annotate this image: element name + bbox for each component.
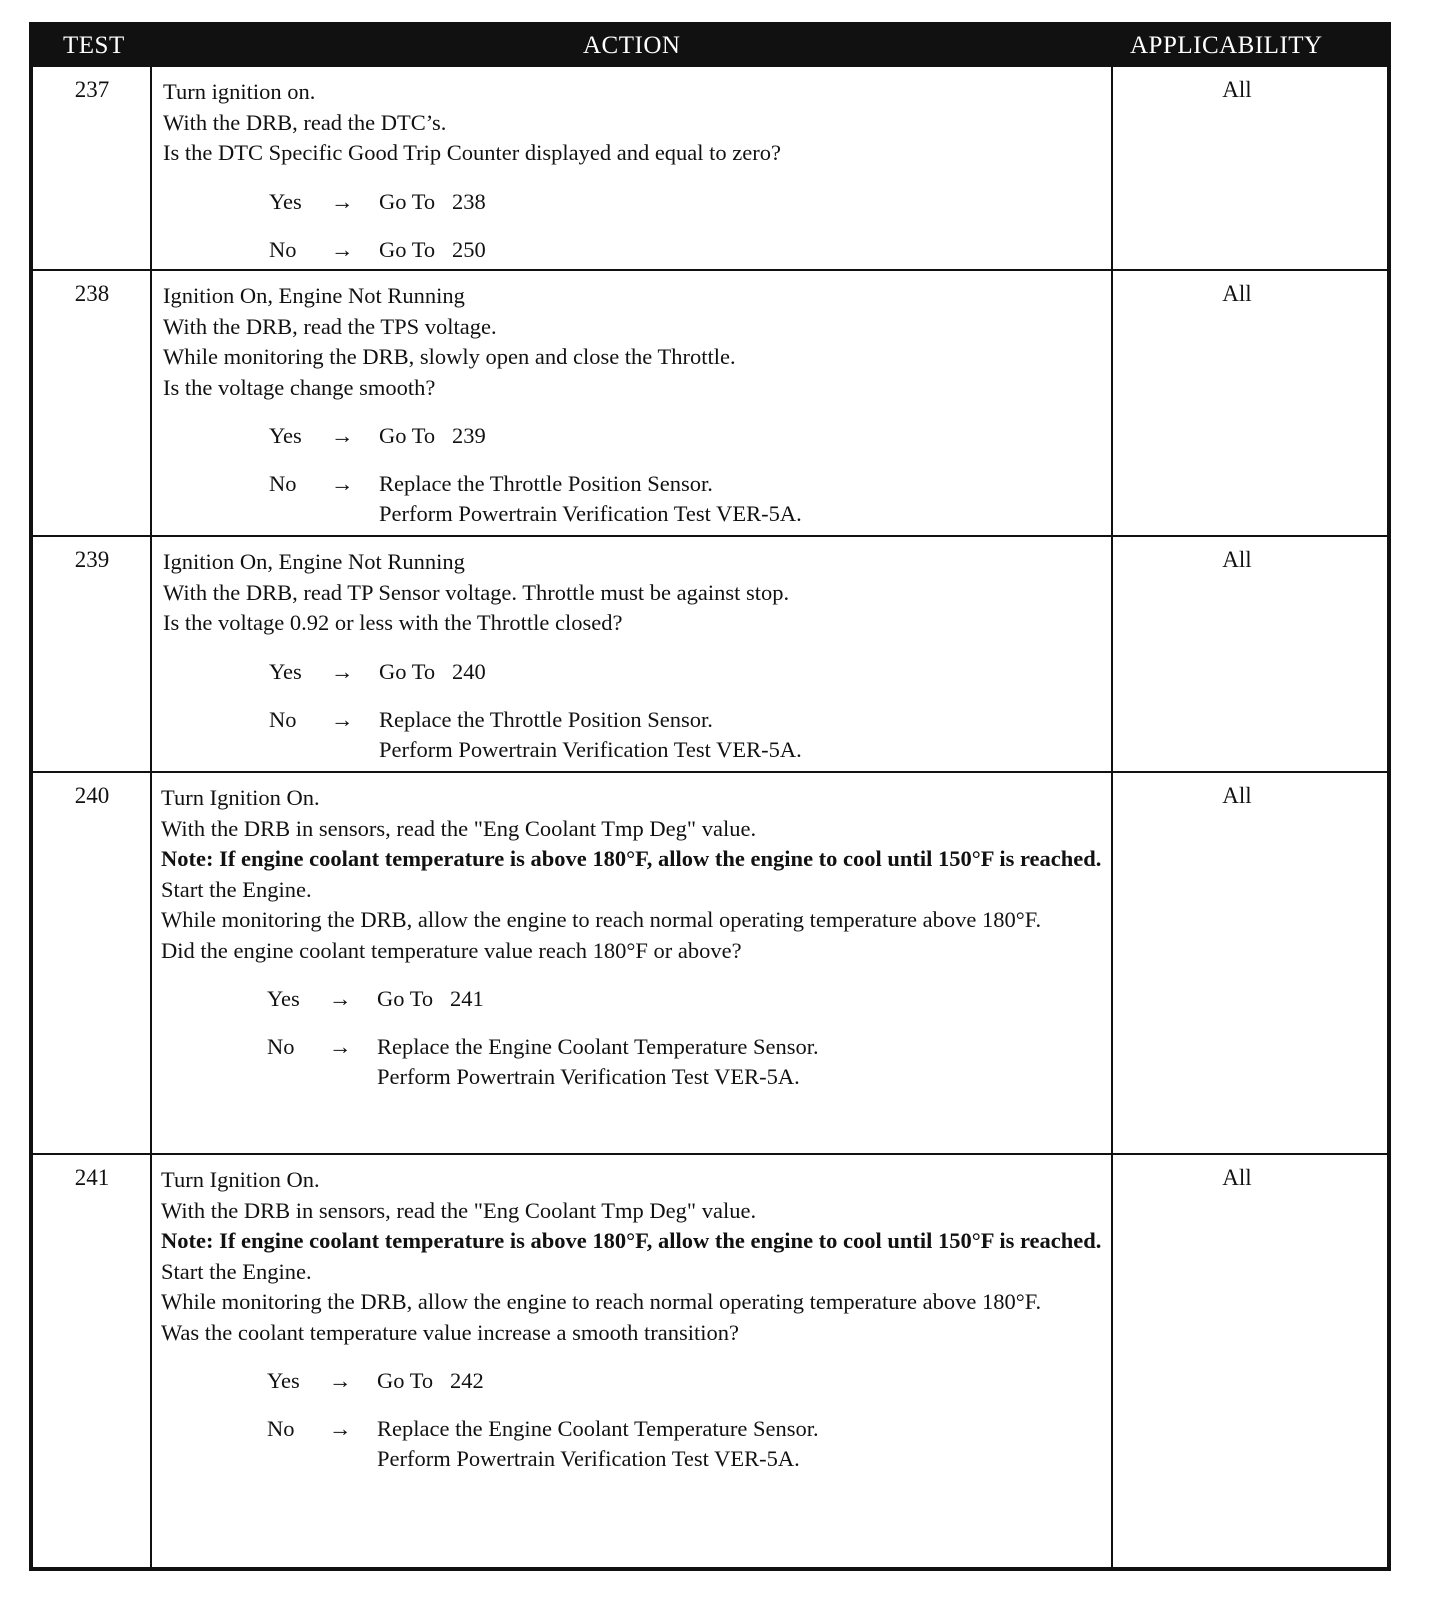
no-option: No → Replace the Throttle Position Sensor. Perform Powertrain Verification Test VER-5A.	[269, 706, 802, 762]
yes-option: Yes → Go To 241	[161, 984, 1133, 1014]
arrow-icon: →	[329, 1368, 352, 1393]
test-number: 241	[74, 1165, 110, 1190]
header-applicability: APPLICABILITY	[1130, 32, 1323, 59]
action-line: With the DRB, read the DTC’s.	[163, 109, 447, 135]
action-line: Is the DTC Specific Good Trip Counter displayed and equal to zero?	[163, 140, 782, 165]
action-line: Ignition On, Engine Not Running	[163, 549, 465, 574]
applicability-value: All	[1222, 783, 1252, 808]
action-line: With the DRB in sensors, read the "Eng Coolant Tmp Deg" value.	[161, 815, 757, 841]
test-number: 237	[74, 77, 110, 102]
yes-option: Yes → Go To 242	[161, 1366, 1133, 1396]
no-option: No → Replace the Throttle Position Sensor. Perform Powertrain Verification Test VER-5A.	[269, 471, 802, 526]
arrow-icon: →	[329, 986, 352, 1011]
arrow-icon: →	[331, 236, 354, 262]
action-line: Turn Ignition On.	[161, 1167, 320, 1192]
action-cell	[161, 1165, 1133, 1474]
applicability-value: All	[1222, 281, 1252, 306]
arrow-icon: →	[331, 471, 354, 496]
action-line: With the DRB, read the TPS voltage.	[163, 313, 497, 339]
header-action: ACTION	[583, 32, 681, 59]
test-number: 239	[74, 547, 110, 572]
arrow-icon: →	[331, 658, 354, 684]
action-cell	[161, 783, 1133, 1092]
action-line: Is the voltage 0.92 or less with the Throttle closed?	[163, 610, 623, 635]
action-line: With the DRB in sensors, read the "Eng Coolant Tmp Deg" value.	[161, 1197, 757, 1223]
action-line: With the DRB, read TP Sensor voltage. Throttle must be against stop.	[163, 579, 790, 605]
yes-option: Yes → Go To 238	[163, 187, 1135, 217]
action-line: While monitoring the DRB, allow the engine to reach normal operating temperature above 180°F.	[161, 1289, 1042, 1314]
no-option: No → Replace the Engine Coolant Temperature Sensor. Perform Powertrain Verification Test VER-5A.	[267, 1416, 819, 1471]
action-cell	[163, 77, 1135, 265]
note-text: Note: If engine coolant temperature is above 180°F, allow the engine to cool until 150°F is reached.	[161, 846, 1102, 871]
action-line: Turn ignition on.	[163, 79, 316, 104]
action-line: While monitoring the DRB, allow the engine to reach normal operating temperature above 180°F.	[161, 907, 1042, 932]
applicability-value: All	[1222, 1165, 1252, 1190]
table-row	[33, 535, 1387, 772]
action-line: Turn Ignition On.	[161, 785, 320, 810]
action-line: Start the Engine.	[161, 1258, 312, 1284]
no-option: No → Replace the Engine Coolant Temperature Sensor. Perform Powertrain Verification Test VER-5A.	[267, 1034, 819, 1089]
action-cell	[163, 281, 1135, 529]
header-test: TEST	[63, 32, 125, 59]
action-line: Ignition On, Engine Not Running	[163, 283, 465, 308]
table-row	[33, 269, 1387, 536]
arrow-icon: →	[331, 188, 354, 214]
test-number: 240	[74, 783, 110, 808]
action-cell	[163, 547, 1135, 765]
table-row	[33, 1153, 1387, 1571]
table-row	[33, 67, 1387, 273]
table-header	[33, 26, 1387, 67]
action-line: Is the voltage change smooth?	[163, 374, 436, 400]
arrow-icon: →	[329, 1416, 352, 1441]
test-number: 238	[74, 281, 110, 306]
arrow-icon: →	[331, 423, 354, 448]
note-text: Note: If engine coolant temperature is above 180°F, allow the engine to cool until 150°F is reached.	[161, 1228, 1102, 1253]
action-line: Was the coolant temperature value increase a smooth transition?	[161, 1319, 739, 1345]
yes-option: Yes → Go To 239	[163, 421, 1135, 451]
action-line: Start the Engine.	[161, 876, 312, 902]
table-row	[33, 771, 1387, 1155]
yes-option: Yes → Go To 240	[163, 657, 1135, 687]
applicability-value: All	[1222, 77, 1252, 102]
action-line: While monitoring the DRB, slowly open and close the Throttle.	[163, 344, 736, 369]
arrow-icon: →	[329, 1034, 352, 1059]
diagnostic-test-table	[29, 22, 1391, 1571]
applicability-value: All	[1222, 547, 1252, 572]
no-option: No → Go To 250	[163, 235, 1135, 265]
action-line: Did the engine coolant temperature value reach 180°F or above?	[161, 937, 742, 963]
arrow-icon: →	[331, 706, 354, 732]
